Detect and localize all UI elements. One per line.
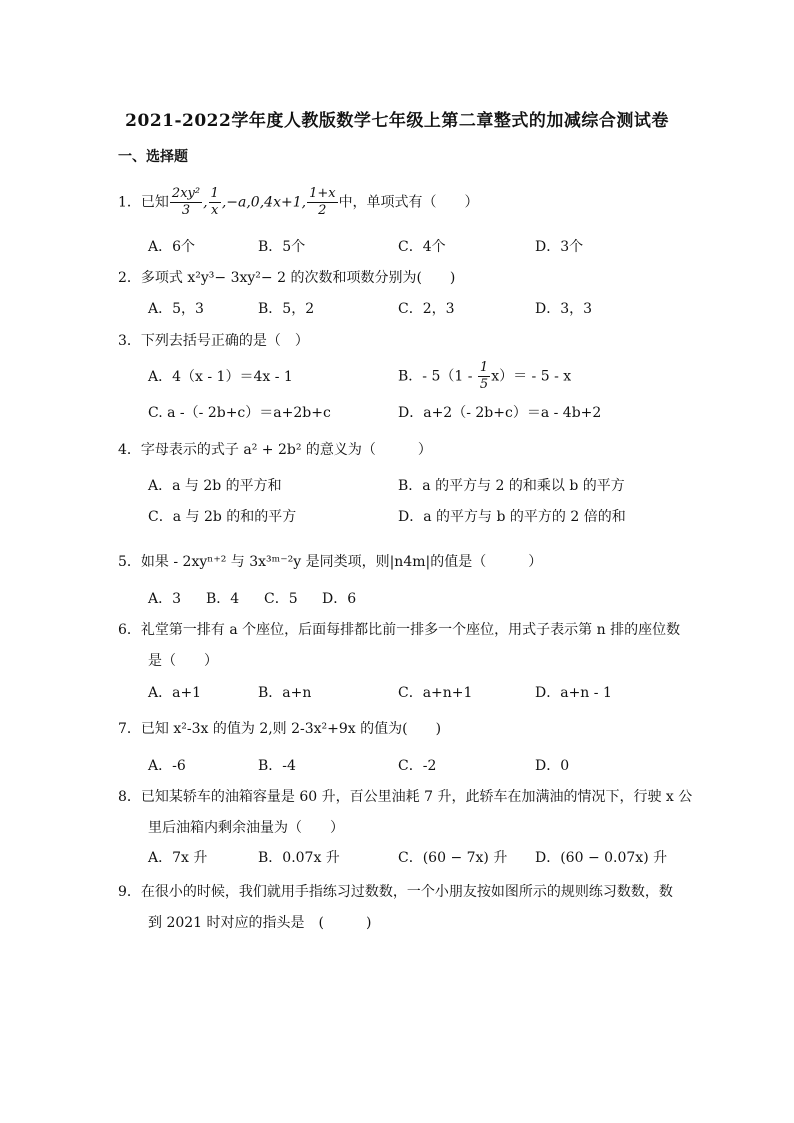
question-6-continued: 是（ ） xyxy=(148,653,218,669)
option-d: D．3，3 xyxy=(535,301,593,317)
question-8 xyxy=(118,787,693,807)
question-8-continued: 里后油箱内剩余油量为（ ） xyxy=(148,820,344,836)
question-number: 8． xyxy=(118,789,141,805)
question-3 xyxy=(118,331,678,351)
question-text: 如果 - 2xyⁿ⁺² 与 3x³ᵐ⁻²y 是同类项，则|n4m|的值是（ ） xyxy=(140,554,543,570)
option-d: D．3个 xyxy=(535,239,584,255)
fraction: $\frac{1+x}{2}$ xyxy=(309,186,336,218)
option-a: A．6个 xyxy=(148,239,196,255)
option-b: B．5，2 xyxy=(258,301,315,317)
fraction: $\frac{1}{x}$ xyxy=(210,186,219,218)
question-text: 已知 x²-3x 的值为 2,则 2-3x²+9x 的值为( ) xyxy=(140,721,442,737)
question-number: 2． xyxy=(118,270,141,286)
option-a: A．-6 xyxy=(148,758,186,774)
option-c: C．(60 − 7x) 升 xyxy=(398,850,508,866)
option-c: C. a -（- 2b+c）＝a+2b+c xyxy=(148,405,331,421)
option-a: A．5，3 xyxy=(148,301,204,317)
option-d: D．0 xyxy=(535,758,570,774)
question-number: 1． xyxy=(118,194,141,211)
question-number: 7． xyxy=(118,721,141,737)
question-7 xyxy=(118,719,678,739)
question-text: 在很小的时候，我们就用手指练习过数数，一个小朋友按如图所示的规则练习数数，数 xyxy=(140,884,673,900)
question-text: 多项式 x²y³− 3xy²− 2 的次数和项数分别为( ) xyxy=(140,270,456,286)
fraction: $\frac{1}{5}$ xyxy=(479,360,489,392)
option-c: C．4个 xyxy=(398,239,446,255)
option-d: D．6 xyxy=(322,591,357,607)
question-number: 6． xyxy=(118,622,141,638)
option-c: C．-2 xyxy=(398,758,437,774)
option-b: B．- 5（1 - $\frac{1}{5}$ x）＝ - 5 - x xyxy=(398,360,572,392)
question-9-continued: 到 2021 时对应的指头是 ( ) xyxy=(148,915,372,931)
question-text: 礼堂第一排有 a 个座位，后面每排都比前一排多一个座位，用式子表示第 n 排的座位数 xyxy=(140,622,681,638)
question-text: 字母表示的式子 a² + 2b² 的意义为（ ） xyxy=(140,442,432,458)
option-d: D．a 的平方与 b 的平方的 2 倍的和 xyxy=(398,509,626,525)
question-5 xyxy=(118,552,678,572)
option-c: C．2，3 xyxy=(398,301,455,317)
question-text: 下列去括号正确的是（ ） xyxy=(140,333,309,349)
option-a: A．7x 升 xyxy=(148,850,208,866)
question-number: 9． xyxy=(118,884,141,900)
question-number: 5． xyxy=(118,554,141,570)
option-a: A．a 与 2b 的平方和 xyxy=(148,478,282,494)
section-heading: 一、选择题 xyxy=(118,149,188,165)
question-text: 中，单项式有（ ） xyxy=(338,194,479,211)
option-b: B．-4 xyxy=(258,758,296,774)
fraction: $\frac{\text{2xy²}}{3}$ xyxy=(171,186,201,218)
option-a: A．3 xyxy=(148,591,182,607)
question-2 xyxy=(118,268,678,288)
question-text: 已知某轿车的油箱容量是 60 升，百公里油耗 7 升，此轿车在加满油的情况下，行驶 x 公 xyxy=(140,789,693,805)
option-b: B．4 xyxy=(206,591,240,607)
page-title: 2021-2022学年度人教版数学七年级上第二章整式的加减综合测试卷 xyxy=(125,111,669,131)
question-9 xyxy=(118,882,678,902)
question-text: 已知 xyxy=(140,194,169,211)
option-d: D．a+n - 1 xyxy=(535,685,612,701)
question-number: 4． xyxy=(118,442,141,458)
option-b: B．5个 xyxy=(258,239,306,255)
option-d: D．a+2（- 2b+c）＝a - 4b+2 xyxy=(398,405,602,421)
question-1: 1．已知 $\frac{\text{2xy²}}{3}$ , $\frac{1}{x}$ ,−a,0,4x+1, $\frac{1+x}{2}$ 中，单项式有（ ） xyxy=(118,186,479,218)
question-number: 3． xyxy=(118,333,141,349)
option-a: A．4（x - 1）＝4x - 1 xyxy=(148,369,293,385)
option-c: C．a+n+1 xyxy=(398,685,473,701)
option-d: D．(60 − 0.07x) 升 xyxy=(535,850,668,866)
question-6 xyxy=(118,620,681,640)
option-c: C．a 与 2b 的和的平方 xyxy=(148,509,297,525)
option-b: B．0.07x 升 xyxy=(258,850,340,866)
option-b: B．a 的平方与 2 的和乘以 b 的平方 xyxy=(398,478,625,494)
option-a: A．a+1 xyxy=(148,685,202,701)
option-b: B．a+n xyxy=(258,685,312,701)
question-4 xyxy=(118,440,678,460)
option-c: C．5 xyxy=(264,591,298,607)
